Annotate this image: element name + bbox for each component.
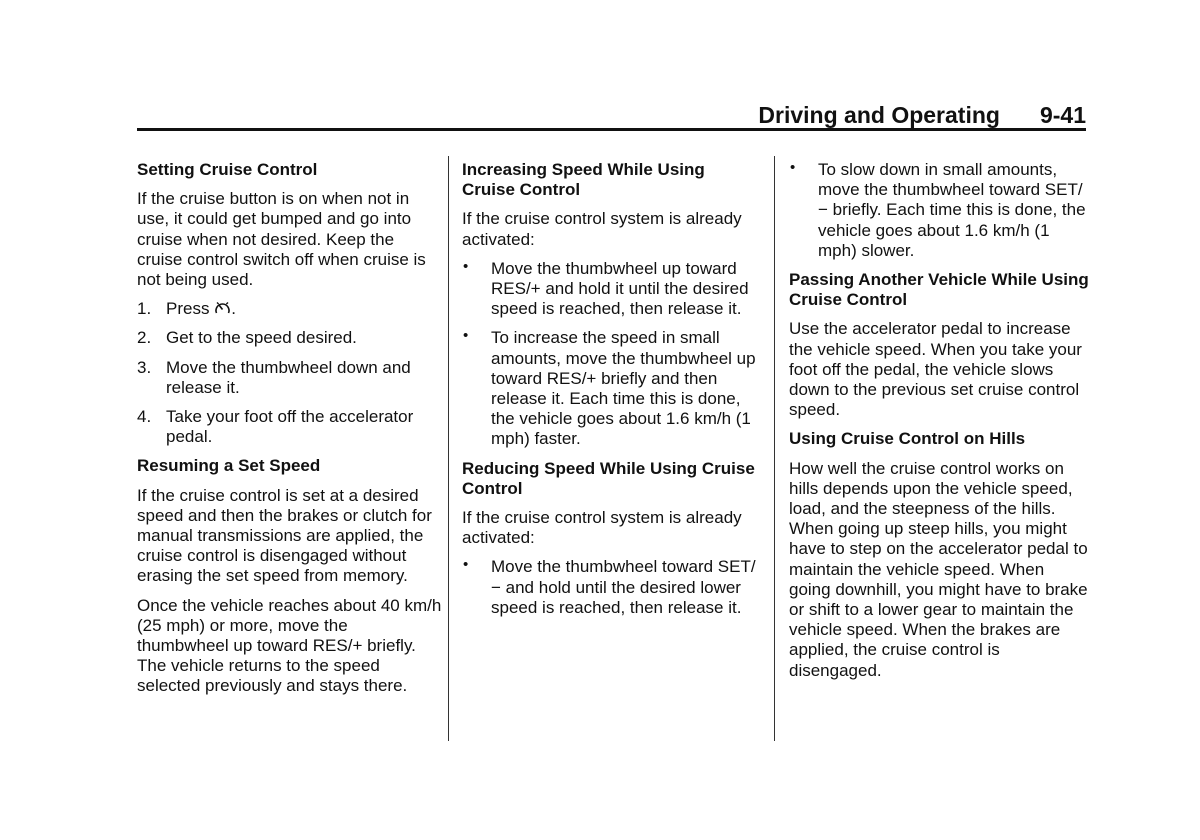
bullet-list	[789, 160, 1089, 261]
heading-cruise-on-hills: Using Cruise Control on Hills	[789, 429, 1026, 449]
paragraph: If the cruise control system is already activated:	[462, 209, 742, 249]
column-divider	[774, 156, 775, 741]
step-text: Take your foot off the accelerator pedal.	[166, 407, 414, 447]
heading-resuming-set-speed: Resuming a Set Speed	[137, 456, 321, 476]
step-text: .	[231, 299, 236, 319]
page-number: 9-41	[1039, 102, 1086, 128]
column-divider	[448, 156, 449, 741]
paragraph: If the cruise control is set at a desired speed and then the brakes or clutch for manual transmissions are applied, the cruise control is disengaged without erasing the set speed from memory.	[137, 485, 432, 586]
column-1	[137, 160, 442, 706]
heading-setting-cruise-control: Setting Cruise Control	[137, 160, 318, 179]
paragraph: If the cruise button is on when not in use, it could get bumped and go into cruise when not desired. Keep the cruise control switch off when cruise is not being used.	[137, 189, 426, 290]
list-item: • To slow down in small amounts, move the thumbwheel toward SET/− briefly. Each time this is done, the vehicle goes about 1.6 km/h (1 mph) slower.	[789, 160, 1089, 261]
bullet-list	[462, 557, 762, 618]
paragraph: If the cruise control system is already activated:	[462, 508, 742, 548]
bullet-list	[462, 259, 762, 450]
step-number: 1.	[137, 299, 152, 319]
list-item	[137, 299, 442, 319]
step-text: Move the thumbwheel down and release it.	[166, 357, 411, 397]
list-item: • Move the thumbwheel up toward RES/+ and hold it until the desired speed is reached, then release it.	[462, 259, 762, 320]
steps-list	[137, 299, 442, 447]
step-number: 2.	[137, 328, 152, 348]
heading-passing-another-vehicle: Passing Another Vehicle While Using Cruise Control	[789, 270, 1089, 310]
paragraph: How well the cruise control works on hills depends upon the vehicle speed, load, and the steepness of the hills. When going up steep hills, you might have to step on the accelerator pedal to maintain the vehicle speed. When going downhill, you might have to brake or shift to a lower gear to maintain the vehicle speed. When the brakes are applied, the cruise control is disengaged.	[789, 458, 1088, 680]
list-item: • To increase the speed in small amounts, move the thumbwheel up toward RES/+ briefly and then release it. Each time this is done, the vehicle goes about 1.6 km/h (1 mph) faster.	[462, 328, 762, 449]
cruise-control-icon	[214, 299, 231, 316]
column-3	[789, 160, 1089, 690]
list-item	[137, 358, 442, 398]
step-text: Press	[166, 299, 215, 319]
step-number: 3.	[137, 357, 152, 377]
paragraph: Once the vehicle reaches about 40 km/h (25 mph) or more, move the thumbwheel up toward RES/+ briefly. The vehicle returns to the speed selected previously and stays there.	[137, 595, 442, 696]
list-item: • Move the thumbwheel toward SET/− and hold until the desired lower speed is reached, then release it.	[462, 557, 762, 618]
list-item	[137, 328, 442, 348]
section-title: Driving and Operating	[758, 102, 1000, 128]
column-2	[462, 160, 762, 627]
header-rule	[137, 128, 1086, 131]
list-item	[137, 407, 442, 447]
heading-increasing-speed: Increasing Speed While Using Cruise Control	[462, 160, 705, 200]
step-text: Get to the speed desired.	[166, 328, 357, 348]
heading-reducing-speed: Reducing Speed While Using Cruise Control	[462, 458, 755, 498]
page-header	[137, 100, 1086, 130]
step-number: 4.	[137, 407, 152, 427]
paragraph: Use the accelerator pedal to increase the vehicle speed. When you take your foot off the pedal, the vehicle slows down to the previous set cruise control speed.	[789, 319, 1082, 420]
